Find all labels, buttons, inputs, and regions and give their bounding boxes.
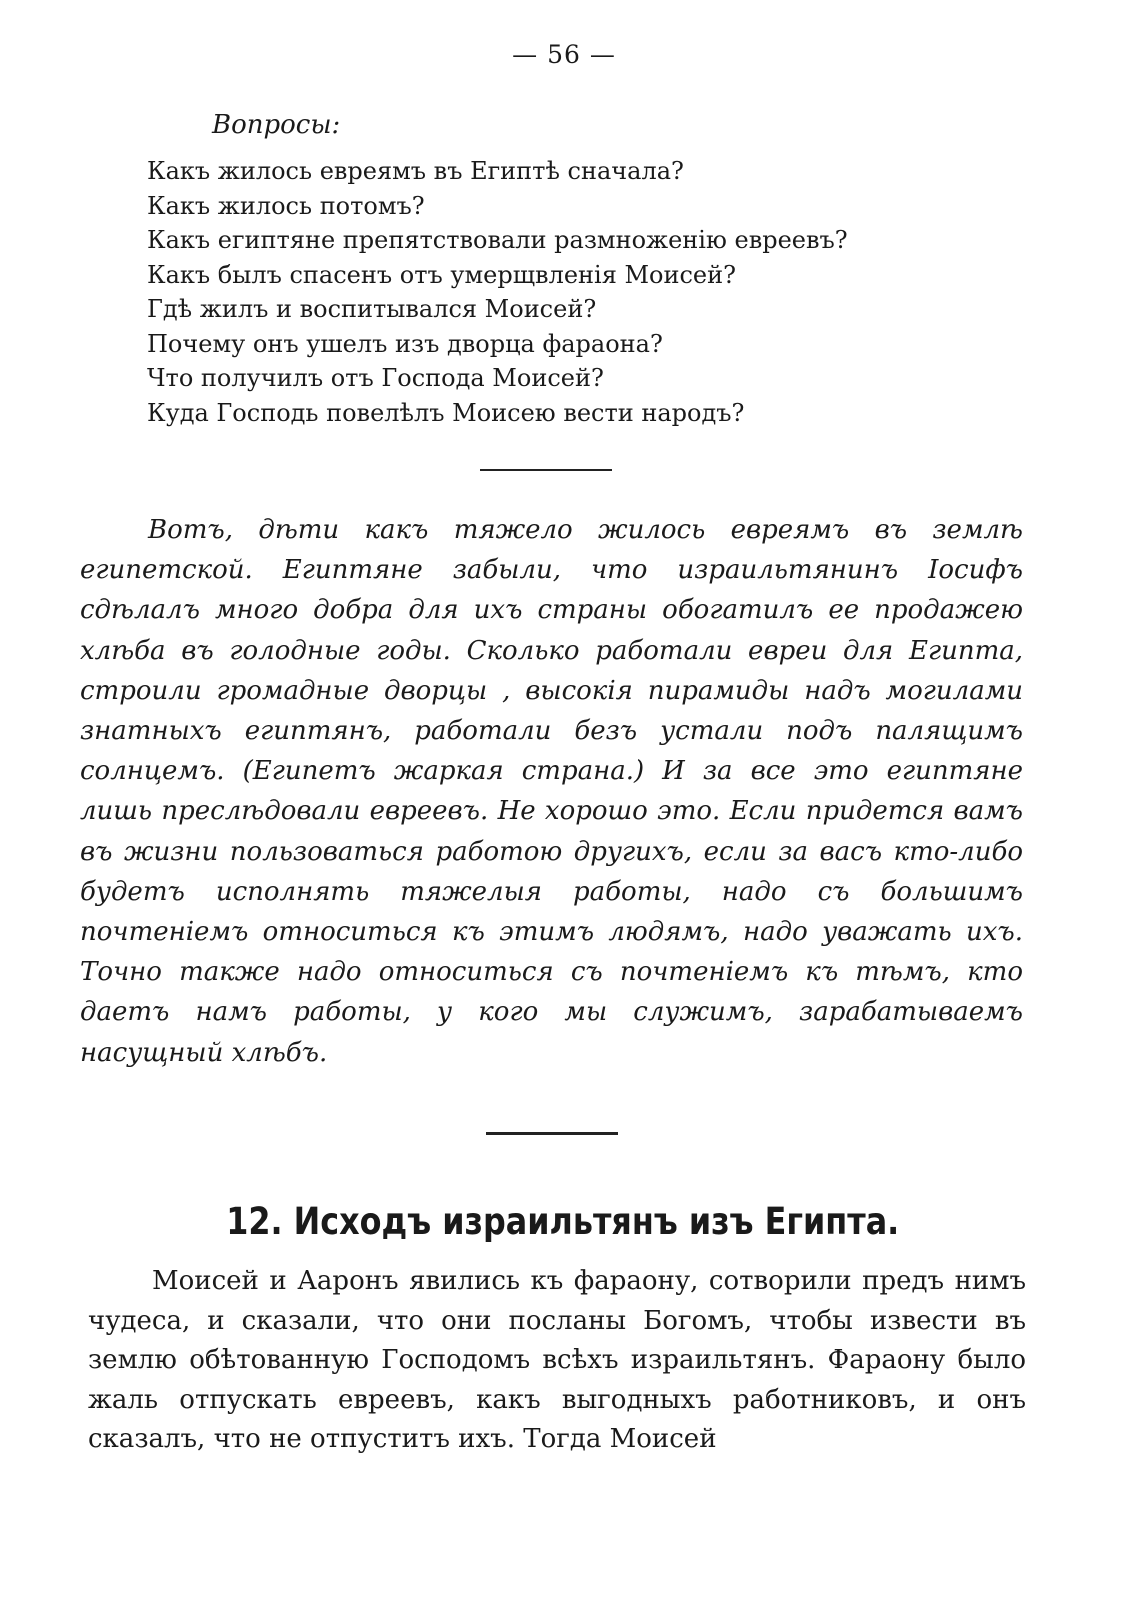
chapter-title: 12. Исходъ израильтянъ изъ Египта.	[226, 1200, 900, 1243]
question-item: Куда Господь повелѣлъ Моисею вести народъ?	[147, 398, 745, 427]
question-item: Какъ жилось евреямъ въ Египтѣ сначала?	[147, 157, 684, 185]
question-item: Какъ жилось потомъ?	[147, 191, 425, 220]
question-item: Гдѣ жилъ и воспитывался Моисей?	[147, 295, 597, 323]
question-item: Что получилъ отъ Господа Моисей?	[147, 364, 604, 392]
question-item: Какъ египтяне препятствовали размноженію евреевъ?	[147, 226, 848, 254]
chapter-paragraph: Моисей и Ааронъ явились къ фараону, сотворили предъ нимъ чудеса, и сказали, что они посланы Богомъ, чтобы извести въ землю обѣтованную Господомъ всѣхъ израильтянъ. Фараону было жаль отпускать евреевъ, какъ выгодныхъ работниковъ, и онъ сказалъ, что не отпуститъ ихъ. Тогда Моисей	[88, 1266, 1026, 1455]
question-item: Почему онъ ушелъ изъ дворца фараона?	[147, 329, 663, 358]
moral-paragraph: Вотъ, дѣти какъ тяжело жилось евреямъ въ землѣ египетской. Египтяне забыли, что израильтянинъ Іосифъ сдѣлалъ много добра для ихъ страны обогатилъ ее продажею хлѣба въ голодные годы. Сколько работали евреи для Египта, строили громадные дворцы , высокія пирамиды надъ могилами знатныхъ египтянъ, работали безъ устали подъ палящимъ солнцемъ. (Египетъ жаркая страна.) И за все это египтяне лишь преслѣдовали евреевъ. Не хорошо это. Если придется вамъ въ жизни пользоваться работою другихъ, если за васъ кто-либо будетъ исполнять тяжелыя работы, надо съ большимъ почтеніемъ относиться къ этимъ людямъ, надо уважать ихъ. Точно также надо относиться съ почтеніемъ къ тѣмъ, кто даетъ намъ работы, у кого мы служимъ, зарабатываемъ насущный хлѣбъ.	[80, 515, 1023, 1068]
questions-list	[147, 154, 848, 430]
page-number: — 56 —	[512, 40, 616, 69]
section-divider	[486, 1132, 618, 1135]
section-divider	[480, 469, 612, 471]
question-item: Какъ былъ спасенъ отъ умерщвленія Моисей?	[147, 260, 736, 289]
questions-heading: Вопросы:	[212, 110, 341, 140]
